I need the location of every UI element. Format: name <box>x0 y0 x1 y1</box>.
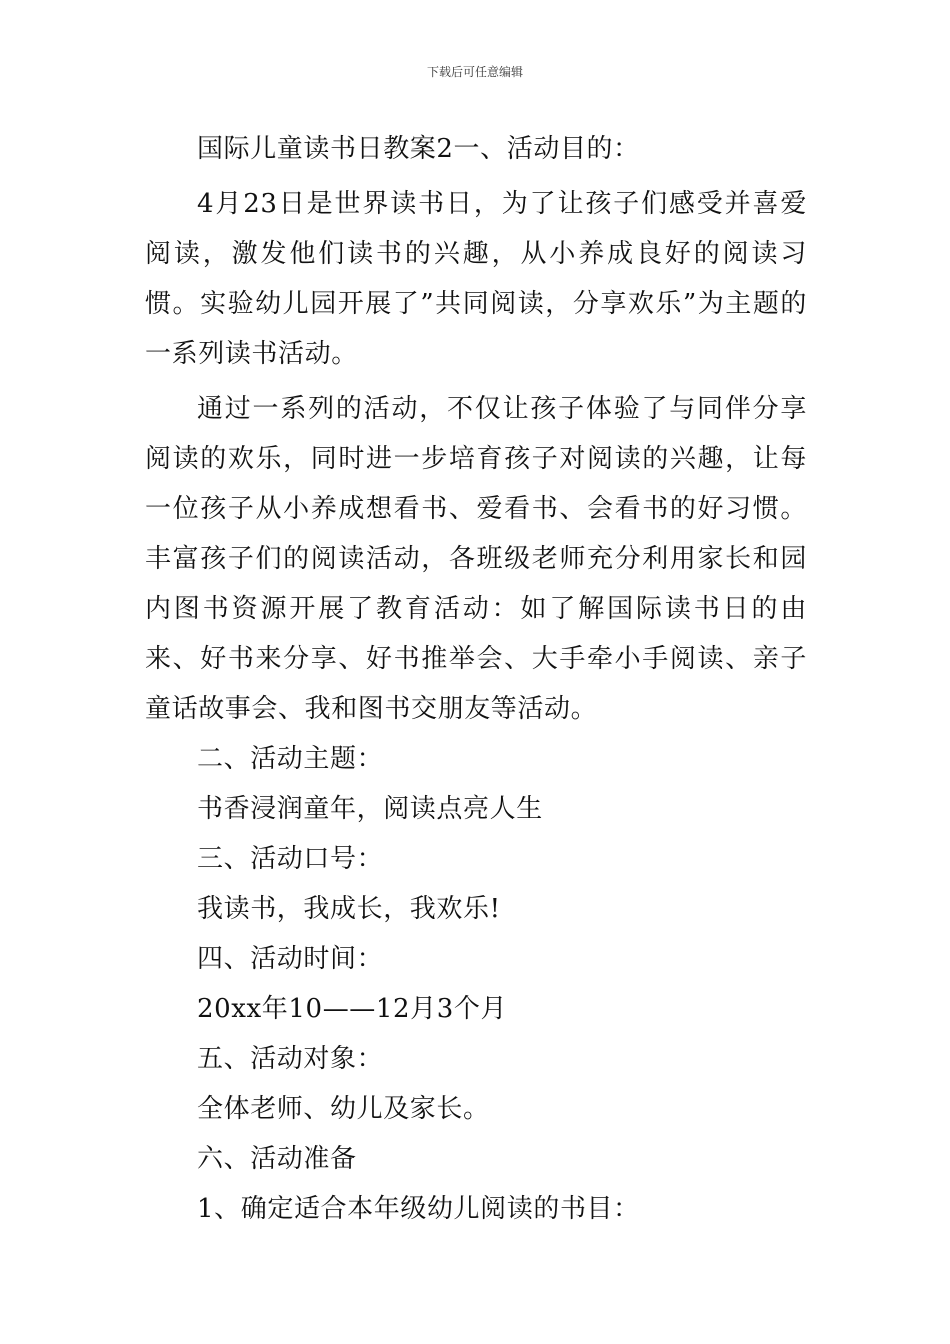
paragraph-audience: 全体老师、幼儿及家长。 <box>197 1094 490 1124</box>
paragraph-theme: 书香浸润童年，阅读点亮人生 <box>197 794 543 824</box>
paragraph-activities: 通过一系列的活动，不仅让孩子体验了与同伴分享阅读的欢乐，同时进一步培育孩子对阅读的兴趣，让每一位孩子从小养成想看书、爱看书、会看书的好习惯。丰富孩子们的阅读活动，各班级老师充分利用家长和园内图书资源开展了教育活动：如了解国际读书日的由来、好书来分享、好书推举会、大手牵小手阅读、亲子童话故事会、我和图书交朋友等活动。 <box>145 394 807 724</box>
heading-theme: 二、活动主题： <box>197 744 384 774</box>
paragraph-time: 20xx年10——12月3个月 <box>197 994 508 1024</box>
heading-slogan: 三、活动口号： <box>197 844 384 874</box>
page-header-note: 下载后可任意编辑 <box>426 65 523 79</box>
heading-time: 四、活动时间： <box>197 944 384 974</box>
paragraph-intro: 4月23日是世界读书日，为了让孩子们感受并喜爱阅读，激发他们读书的兴趣，从小养成良好的阅读习惯。实验幼儿园开展了”共同阅读，分享欢乐”为主题的一系列读书活动。 <box>145 189 807 369</box>
document-body <box>145 124 807 1234</box>
paragraph-slogan: 我读书，我成长，我欢乐! <box>197 894 501 924</box>
heading-audience: 五、活动对象： <box>197 1044 384 1074</box>
paragraph-title: 国际儿童读书日教案2一、活动目的： <box>197 134 640 164</box>
heading-preparation: 六、活动准备 <box>197 1144 357 1174</box>
paragraph-preparation-1: 1、确定适合本年级幼儿阅读的书目： <box>197 1194 640 1224</box>
